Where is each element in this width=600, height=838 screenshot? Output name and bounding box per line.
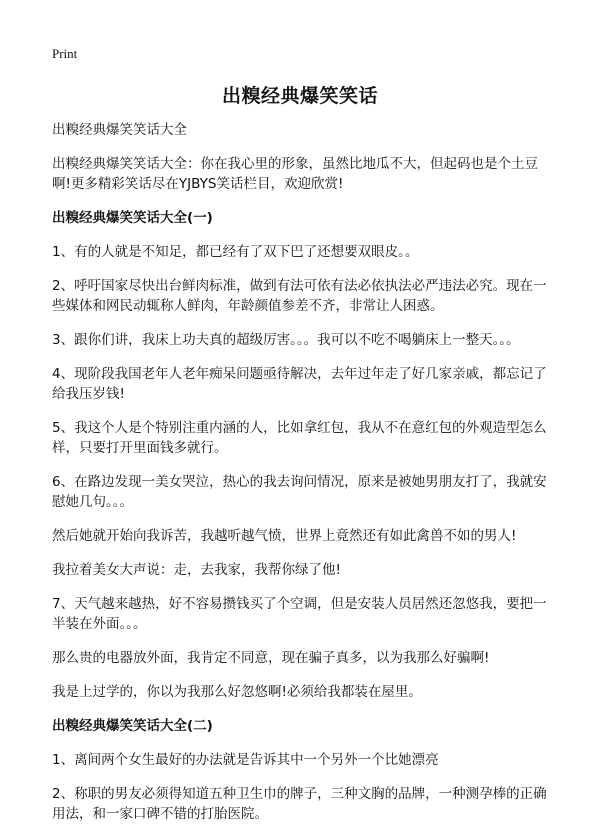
joke-paragraph: 我是上过学的，你以为我那么好忽悠啊!必须给我都装在屋里。 (52, 684, 422, 700)
section-heading-1: 出糗经典爆笑笑话大全(一) (52, 210, 213, 226)
joke-paragraph: 2、呼吁国家尽快出台鲜肉标准，做到有法可依有法必依执法必严违法必究。现在一些媒体和网民动辄称人鲜肉，年龄颜值参差不齐，非常让人困惑。 (52, 278, 547, 314)
joke-paragraph: 然后她就开始向我诉苦，我越听越气愤，世界上竟然还有如此禽兽不如的男人! (52, 528, 517, 544)
joke-paragraph: 3、跟你们讲，我床上功夫真的超级厉害。。。我可以不吃不喝躺床上一整天。。。 (52, 332, 520, 348)
joke-paragraph: 我拉着美女大声说：走，去我家，我帮你绿了他! (52, 562, 341, 578)
joke-paragraph: 1、有的人就是不知足，都已经有了双下巴了还想要双眼皮。。 (52, 244, 419, 260)
joke-paragraph: 那么贵的电器放外面，我肯定不同意，现在骗子真多，以为我那么好骗啊! (52, 650, 490, 666)
joke-paragraph: 6、在路边发现一美女哭泣，热心的我去询问情况，原来是被她男朋友打了，我就安慰她几句。。。 (52, 474, 547, 510)
joke-paragraph: 2、称职的男友必须得知道五种卫生巾的牌子，三种文胸的品牌，一种测孕棒的正确用法，和一家口碑不错的打胎医院。 (52, 786, 547, 822)
article-body (52, 120, 556, 838)
article-subtitle: 出糗经典爆笑笑话大全 (52, 122, 187, 138)
joke-paragraph: 1、离间两个女生最好的办法就是告诉其中一个另外一个比她漂亮 (52, 752, 439, 768)
joke-paragraph: 7、天气越来越热，好不容易攒钱买了个空调，但是安装人员居然还忽悠我，要把一半装在外面。。。 (52, 596, 547, 632)
page-title: 出糗经典爆笑笑话 (221, 85, 378, 107)
joke-paragraph: 4、现阶段我国老年人老年痴呆问题亟待解决，去年过年走了好几家亲戚，都忘记了给我压岁钱! (52, 366, 547, 402)
article-summary: 出糗经典爆笑笑话大全：你在我心里的形象，虽然比地瓜不大，但起码也是个土豆啊!更多精彩笑话尽在YJBYS笑话栏目，欢迎欣赏! (52, 156, 538, 192)
section-heading-2: 出糗经典爆笑笑话大全(二) (52, 718, 213, 734)
print-link[interactable]: Print (52, 46, 78, 61)
joke-paragraph: 5、我这个人是个特别注重内涵的人，比如拿红包，我从不在意红包的外观造型怎么样，只要打开里面钱多就行。 (52, 420, 547, 456)
